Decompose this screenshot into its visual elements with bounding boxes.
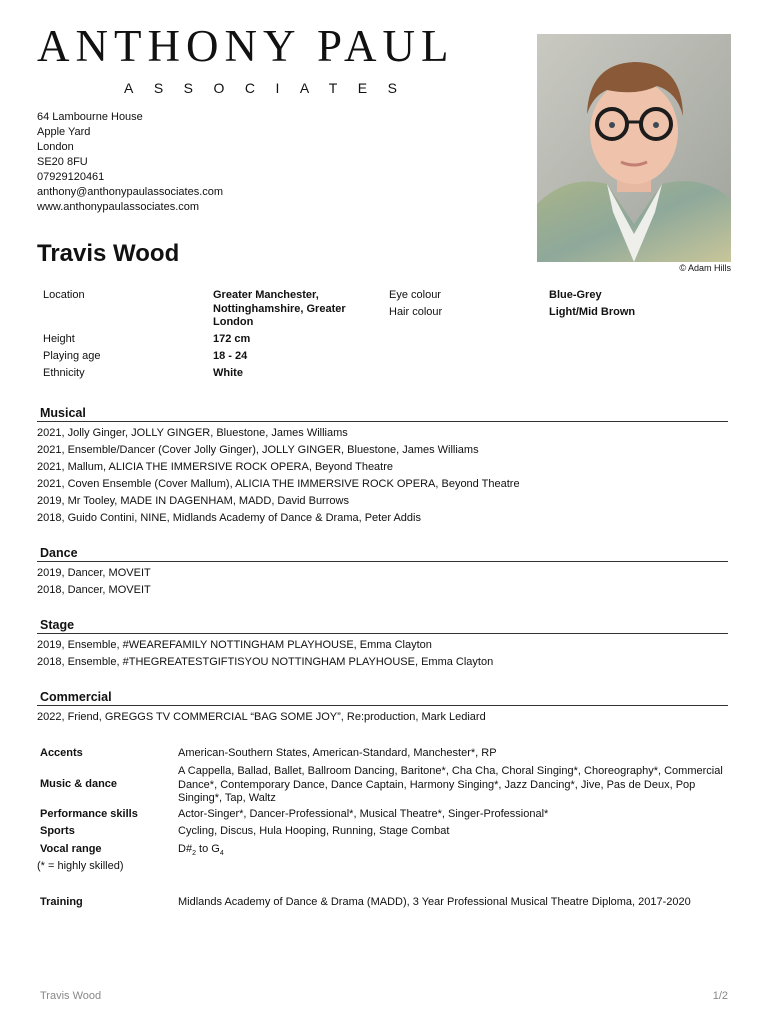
accents-value: American-Southern States, American-Standard, Manchester*, RP (178, 747, 497, 759)
training-label: Training (40, 896, 83, 908)
music-dance-label: Music & dance (40, 778, 118, 790)
credit-item: 2018, Guido Contini, NINE, Midlands Academy of Dance & Drama, Peter Addis (37, 512, 421, 524)
credit-item: 2019, Ensemble, #WEAREFAMILY NOTTINGHAM PLAYHOUSE, Emma Clayton (37, 639, 432, 651)
ethnicity-value: White (213, 367, 243, 379)
height-label: Height (43, 333, 75, 345)
address-line: 64 Lambourne House (37, 111, 143, 123)
page-number: 1/2 (712, 990, 728, 1002)
eye-colour-value: Blue-Grey (549, 289, 602, 301)
agency-address (37, 110, 223, 215)
musical-credits-list (37, 425, 728, 527)
section-heading-musical: Musical (37, 406, 728, 422)
location-label: Location (43, 289, 85, 301)
eye-colour-label: Eye colour (389, 289, 441, 301)
footer-actor-name: Travis Wood (40, 990, 102, 1002)
email-address: anthony@anthonypaulassociates.com (37, 186, 224, 198)
address-line: Apple Yard (37, 126, 91, 138)
music-dance-value: A Cappella, Ballad, Ballet, Ballroom Dancing, Baritone*, Cha Cha, Choral Singing*, Choreography*, Commercial Dance*, Contemporary Dance, Dance Captain, Harmony Singing*, Jazz Dancing*, Jive, Pas de Deux, Pop Singing*, Tap, Waltz (178, 765, 723, 804)
credit-item: 2018, Ensemble, #THEGREATESTGIFTISYOU NOTTINGHAM PLAYHOUSE, Emma Clayton (37, 656, 494, 668)
credit-item: 2021, Ensemble/Dancer (Cover Jolly Ginger), JOLLY GINGER, Bluestone, James Williams (37, 444, 479, 456)
stage-credits-list (37, 637, 728, 671)
agency-logo-subtitle: ASSOCIATES (124, 80, 418, 96)
credit-item: 2021, Jolly Ginger, JOLLY GINGER, Bluestone, James Williams (37, 427, 348, 439)
section-heading-commercial: Commercial (37, 690, 728, 706)
vocal-from-note: D# (178, 843, 193, 855)
credit-item: 2022, Friend, GREGGS TV COMMERCIAL “BAG SOME JOY”, Re:production, Mark Lediard (37, 711, 486, 723)
vocal-range-value (178, 843, 728, 861)
credit-item: 2019, Dancer, MOVEIT (37, 567, 151, 579)
vocal-to-word: to (195, 843, 212, 855)
credit-item: 2021, Mallum, ALICIA THE IMMERSIVE ROCK OPERA, Beyond Theatre (37, 461, 394, 473)
playing-age-label: Playing age (43, 350, 101, 362)
vocal-from-octave: 2 (192, 850, 196, 858)
ethnicity-label: Ethnicity (43, 367, 85, 379)
phone-number: 07929120461 (37, 171, 105, 183)
agency-logo-name: ANTHONY PAUL (37, 21, 455, 71)
photo-credit: © Adam Hills (679, 263, 731, 273)
performance-skills-label: Performance skills (40, 808, 138, 820)
sports-value: Cycling, Discus, Hula Hooping, Running, Stage Combat (178, 825, 450, 837)
height-value: 172 cm (213, 333, 251, 345)
actor-name: Travis Wood (37, 240, 180, 267)
hair-colour-value: Light/Mid Brown (549, 306, 636, 318)
vocal-range-label: Vocal range (40, 843, 102, 855)
skill-legend-note: (* = highly skilled) (37, 860, 124, 872)
section-heading-dance: Dance (37, 546, 728, 562)
location-value: Greater Manchester, Nottinghamshire, Greater London (213, 289, 346, 328)
hair-colour-label: Hair colour (389, 306, 443, 318)
address-line: London (37, 141, 74, 153)
credit-item: 2019, Mr Tooley, MADE IN DAGENHAM, MADD, David Burrows (37, 495, 349, 507)
training-value: Midlands Academy of Dance & Drama (MADD), 3 Year Professional Musical Theatre Diploma, 2017-2020 (178, 896, 691, 908)
credit-item: 2018, Dancer, MOVEIT (37, 584, 151, 596)
commercial-credits-list (37, 709, 728, 726)
credit-item: 2021, Coven Ensemble (Cover Mallum), ALICIA THE IMMERSIVE ROCK OPERA, Beyond Theatre (37, 478, 520, 490)
headshot-photo (537, 34, 731, 262)
vocal-to-note: G (211, 843, 220, 855)
website-link: www.anthonypaulassociates.com (37, 201, 200, 213)
section-heading-stage: Stage (37, 618, 728, 634)
address-line: SE20 8FU (37, 156, 88, 168)
performance-skills-value: Actor-Singer*, Dancer-Professional*, Musical Theatre*, Singer-Professional* (178, 808, 549, 820)
vocal-to-octave: 4 (219, 850, 224, 858)
dance-credits-list (37, 565, 728, 599)
playing-age-value: 18 - 24 (213, 350, 248, 362)
accents-label: Accents (40, 747, 83, 759)
sports-label: Sports (40, 825, 75, 837)
